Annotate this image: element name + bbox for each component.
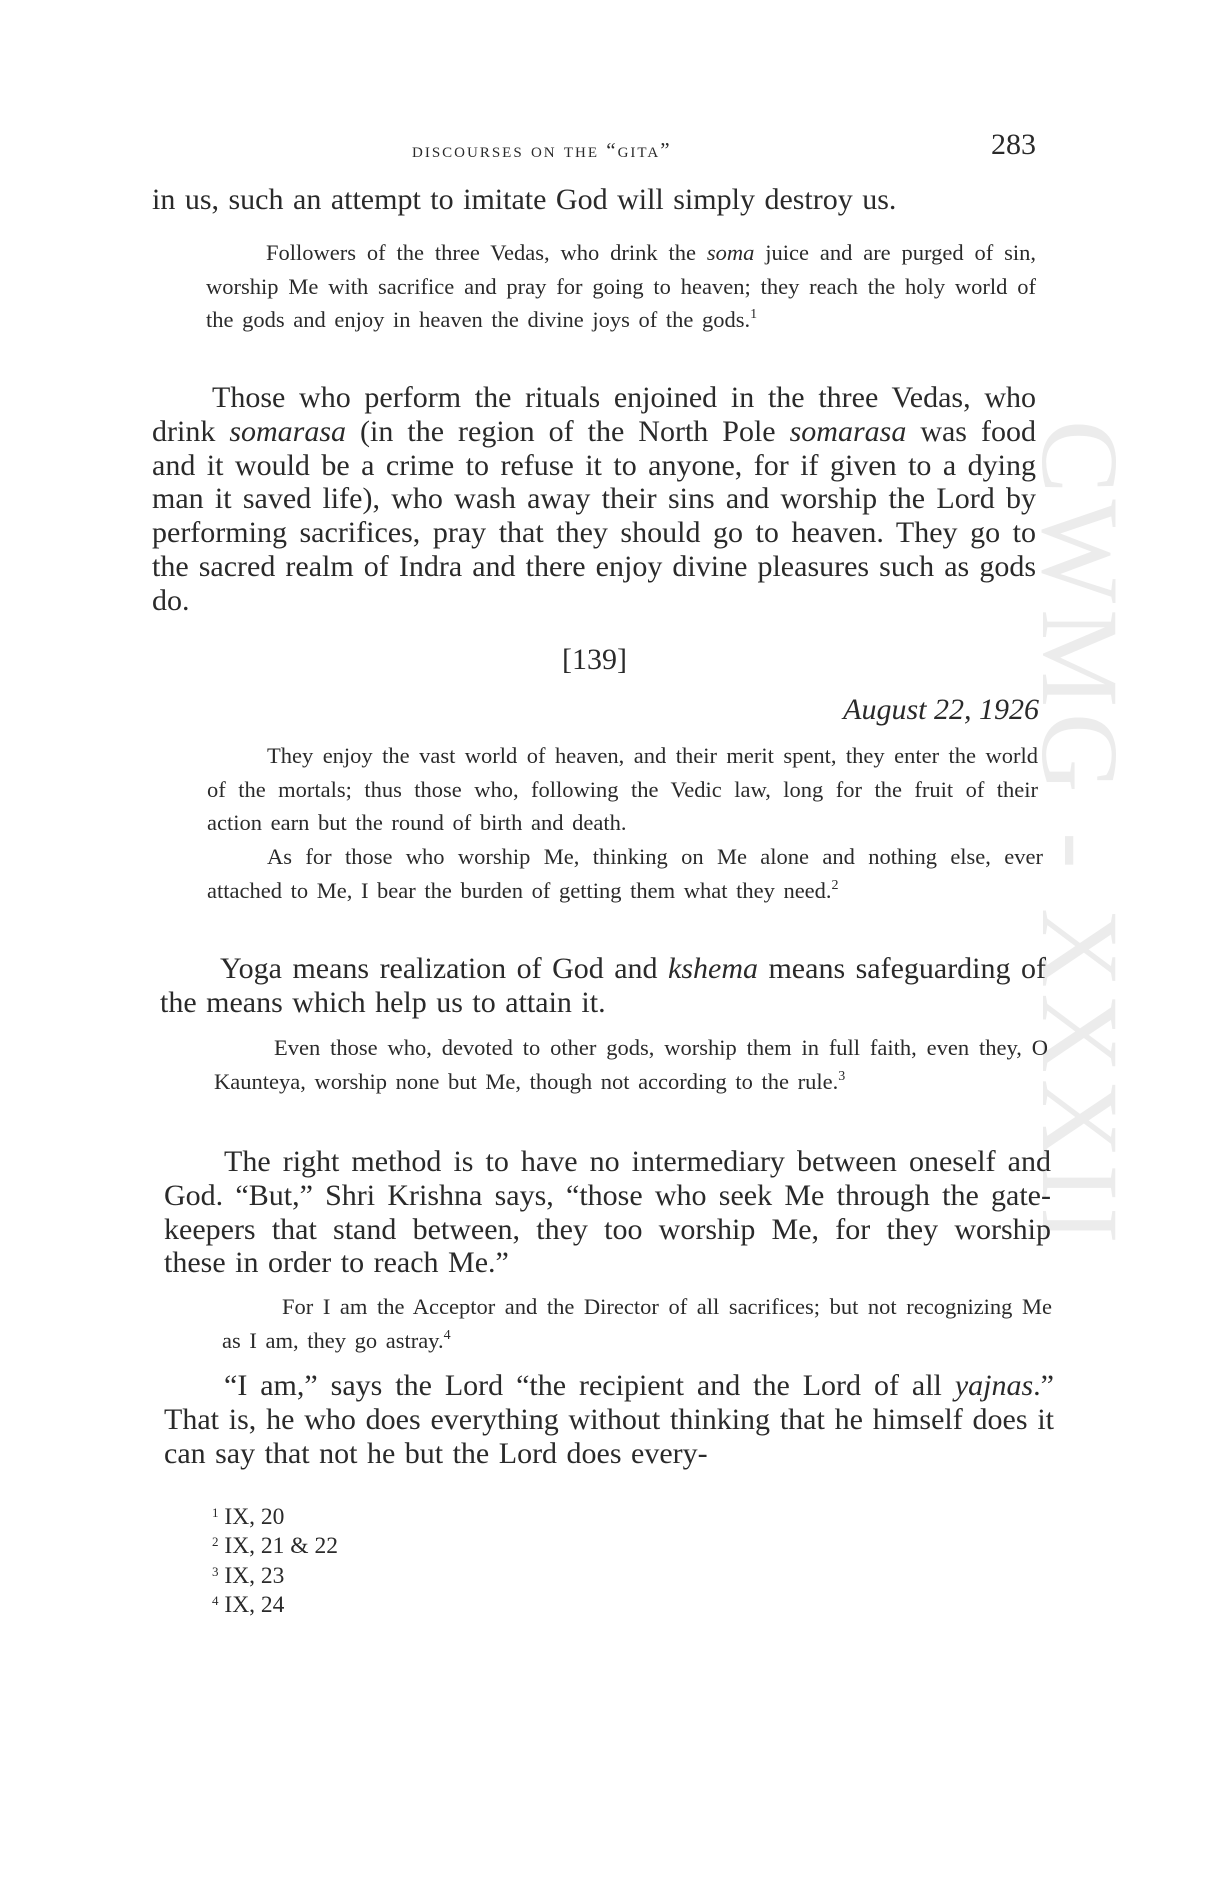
- paragraph-right-method: The right method is to have no intermediary between oneself and God. “But,” Shri Krishna says, “those who seek Me through the gate-keepers that stand between, they too worship Me, for they worship these in order to reach Me.”: [164, 1145, 1051, 1280]
- page-header: [150, 128, 1036, 168]
- footnotes: [212, 1503, 338, 1620]
- paragraph-yoga: Yoga means realization of God and kshema means safeguarding of the means which help us to attain it.: [160, 952, 1046, 1019]
- paragraph-rituals: Those who perform the rituals enjoined in the three Vedas, who drink somarasa (in the region of the North Pole somarasa was food and it would be a crime to refuse it to anyone, for if given to a dying man it saved life), who wash away their sins and worship the Lord by performing sacrifices, pray that they should go to heaven. They go to the sacred realm of Indra and there enjoy divine pleasures such as gods do.: [152, 381, 1036, 617]
- footnote: $^4$ IX, 24: [212, 1591, 285, 1618]
- quote-verse-20: Followers of the three Vedas, who drink the soma juice and are purged of sin, worship Me with sacrifice and pray for going to heaven; they reach the holy world of the gods and enjoy in heaven the divine joys of the gods.$^1$: [206, 240, 1036, 332]
- running-title: discourses on the “gita”: [412, 138, 672, 162]
- watermark: CWMG - XXXII: [1019, 420, 1141, 1250]
- footnote: $^1$ IX, 20: [212, 1504, 285, 1530]
- yajnas-term: yajnas: [954, 1369, 1034, 1402]
- paragraph-yajnas: “I am,” says the Lord “the recipient and the Lord of all yajnas.” That is, he who does everything without thinking that he himself does it can say that not he but the Lord does every-: [164, 1369, 1054, 1470]
- paragraph-continuation: in us, such an attempt to imitate God will simply destroy us.: [152, 183, 897, 216]
- kshema-term: kshema: [668, 952, 758, 985]
- footnote-ref-3: 3: [838, 1068, 846, 1084]
- soma-term: soma: [706, 240, 755, 265]
- quote-verse-24: For I am the Acceptor and the Director of all sacrifices; but not recognizing Me as I am, they go astray.$^4$: [222, 1294, 1052, 1353]
- quote-verse-22: As for those who worship Me, thinking on Me alone and nothing else, ever attached to Me, I bear the burden of getting them what they need.$^2$: [207, 844, 1043, 903]
- footnote-ref-1: 1: [750, 307, 758, 322]
- footnote: $^2$ IX, 21 & 22: [212, 1533, 338, 1560]
- footnote: $^3$ IX, 23: [212, 1562, 285, 1589]
- discourse-date: August 22, 1926: [843, 693, 1039, 726]
- quote-verse-23: Even those who, devoted to other gods, worship them in full faith, even they, O Kaunteya, worship none but Me, though not according to the rule.$^3$: [214, 1035, 1048, 1094]
- footnote-ref-4: 4: [443, 1327, 451, 1343]
- quote-verse-21: They enjoy the vast world of heaven, and their merit spent, they enter the world of the mortals; thus those who, following the Vedic law, long for the fruit of their action earn but the round of birth and death.: [207, 743, 1038, 835]
- footnote-ref-2: 2: [831, 877, 839, 893]
- page-number: 283: [991, 128, 1036, 161]
- section-number: [139]: [562, 643, 627, 676]
